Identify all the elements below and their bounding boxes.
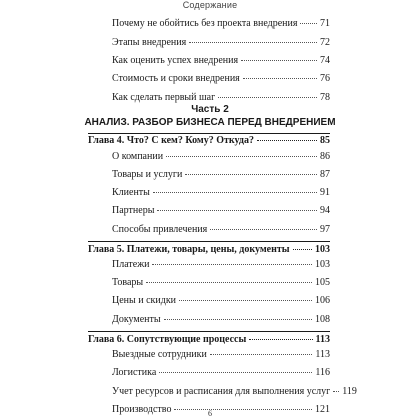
dot-leader xyxy=(189,42,317,43)
toc-entry-label: Документы xyxy=(112,314,161,325)
toc-entry-page: 106 xyxy=(315,295,330,306)
toc-entry-page: 87 xyxy=(320,169,330,180)
toc-entry[interactable] xyxy=(112,259,330,271)
chapter-label: Глава 6. Сопутствующие процессы xyxy=(88,334,247,345)
toc-entry[interactable] xyxy=(112,37,330,49)
toc-entry[interactable] xyxy=(112,187,330,199)
dot-leader xyxy=(210,354,313,355)
chapter-entry[interactable] xyxy=(88,244,330,256)
chapter-rule xyxy=(88,331,330,332)
toc-entry[interactable] xyxy=(112,55,330,67)
toc-entry-label: Производство xyxy=(112,404,172,415)
toc-entry-label: Партнеры xyxy=(112,205,155,216)
toc-entry-label: О компании xyxy=(112,151,164,162)
chapter-rule xyxy=(88,133,330,134)
part-title: АНАЛИЗ. РАЗБОР БИЗНЕСА ПЕРЕД ВНЕДРЕНИЕМ xyxy=(84,117,336,128)
toc-entry[interactable] xyxy=(112,92,330,104)
dot-leader xyxy=(257,140,317,141)
chapter-label: Глава 5. Платежи, товары, цены, документы xyxy=(88,244,290,255)
toc-entry[interactable] xyxy=(112,224,330,236)
toc-entry-page: 119 xyxy=(342,386,357,397)
chapter-entry[interactable] xyxy=(88,135,330,147)
toc-entry-page: 103 xyxy=(315,259,330,270)
toc-entry-label: Как оценить успех внедрения xyxy=(112,55,239,66)
dot-leader xyxy=(300,23,317,24)
toc-entry-page: 86 xyxy=(320,151,330,162)
toc-entry[interactable] xyxy=(112,349,330,361)
toc-entry-page: 71 xyxy=(320,18,330,29)
toc-entry-page: 113 xyxy=(315,349,330,360)
dot-leader xyxy=(152,264,312,265)
toc-entry[interactable] xyxy=(112,277,330,289)
toc-entry-page: 116 xyxy=(315,367,330,378)
toc-entry[interactable] xyxy=(112,386,357,398)
chapter-entry[interactable] xyxy=(88,334,330,346)
dot-leader xyxy=(249,339,312,340)
toc-entry-page: 97 xyxy=(320,224,330,235)
toc-entry-label: Этапы внедрения xyxy=(112,37,187,48)
part-number: Часть 2 xyxy=(191,104,229,115)
chapter-page: 103 xyxy=(315,244,330,255)
page-number: 6 xyxy=(208,409,212,418)
toc-entry-label: Клиенты xyxy=(112,187,150,198)
dot-leader xyxy=(210,229,317,230)
toc-entry-page: 91 xyxy=(320,187,330,198)
toc-entry-label: Цены и скидки xyxy=(112,295,177,306)
dot-leader xyxy=(218,97,317,98)
toc-entry[interactable] xyxy=(112,151,330,163)
toc-entry-label: Способы привлечения xyxy=(112,224,208,235)
dot-leader xyxy=(157,210,317,211)
toc-entry-label: Учет ресурсов и расписания для выполнения услуг xyxy=(112,386,331,397)
toc-entry[interactable] xyxy=(112,314,330,326)
dot-leader xyxy=(166,156,317,157)
toc-entry-label: Платежи xyxy=(112,259,150,270)
toc-entry-page: 72 xyxy=(320,37,330,48)
toc-entry-page: 108 xyxy=(315,314,330,325)
toc-entry-page: 76 xyxy=(320,73,330,84)
dot-leader xyxy=(179,300,312,301)
dot-leader xyxy=(293,249,312,250)
toc-entry[interactable] xyxy=(112,73,330,85)
toc-entry-label: Товары и услуги xyxy=(112,169,183,180)
dot-leader xyxy=(185,174,317,175)
toc-entry-page: 105 xyxy=(315,277,330,288)
chapter-label: Глава 4. Что? С кем? Кому? Откуда? xyxy=(88,135,254,146)
dot-leader xyxy=(333,391,339,392)
dot-leader xyxy=(153,192,317,193)
toc-entry-page: 74 xyxy=(320,55,330,66)
dot-leader xyxy=(243,78,317,79)
toc-entry-label: Выездные сотрудники xyxy=(112,349,207,360)
toc-entry[interactable] xyxy=(112,295,330,307)
toc-entry[interactable] xyxy=(112,205,330,217)
dot-leader xyxy=(146,282,312,283)
toc-entry-label: Как сделать первый шаг xyxy=(112,92,216,103)
running-header: Содержание xyxy=(182,0,238,10)
dot-leader xyxy=(241,60,317,61)
toc-entry-page: 94 xyxy=(320,205,330,216)
toc-entry-label: Логистика xyxy=(112,367,157,378)
dot-leader xyxy=(159,372,312,373)
chapter-page: 85 xyxy=(320,135,330,146)
toc-entry[interactable] xyxy=(112,18,330,30)
dot-leader xyxy=(164,319,312,320)
toc-entry-page: 78 xyxy=(320,92,330,103)
toc-entry-label: Стоимость и сроки внедрения xyxy=(112,73,240,84)
chapter-page: 113 xyxy=(315,334,330,345)
toc-entry[interactable] xyxy=(112,367,330,379)
toc-entry-page: 121 xyxy=(315,404,330,415)
toc-entry-label: Товары xyxy=(112,277,144,288)
toc-entry[interactable] xyxy=(112,169,330,181)
chapter-rule xyxy=(88,241,330,242)
toc-entry-label: Почему не обойтись без проекта внедрения xyxy=(112,18,298,29)
